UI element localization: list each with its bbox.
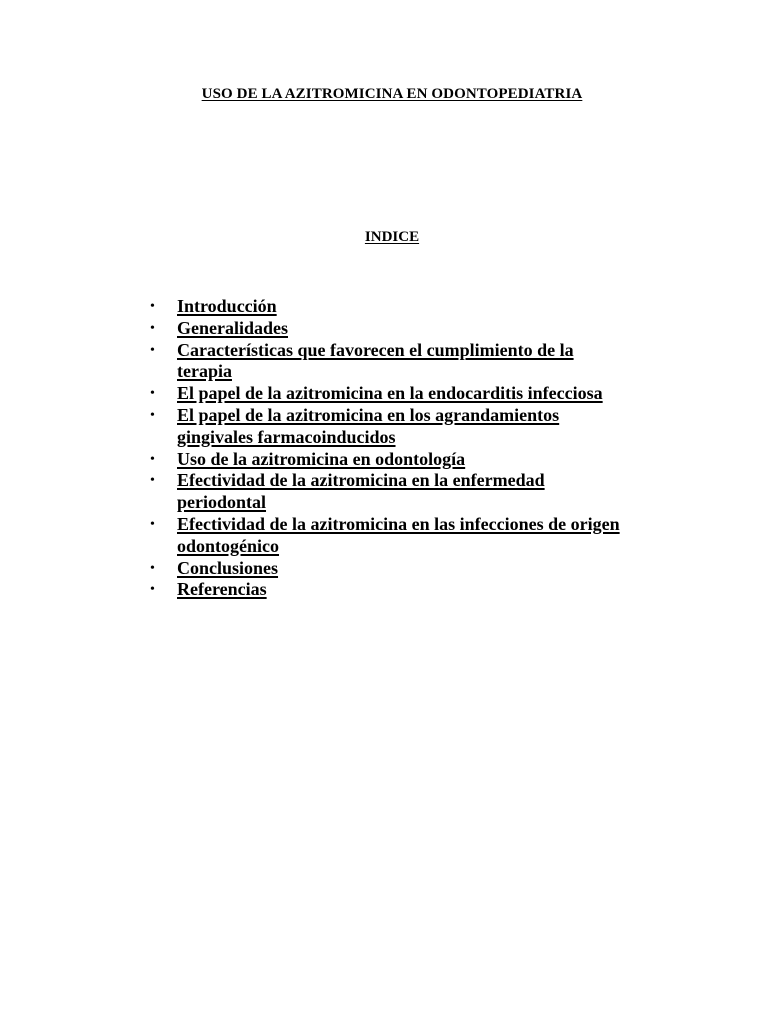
- toc-item-label[interactable]: Efectividad de la azitromicina en las infecciones de origen: [177, 513, 620, 534]
- bullet-icon: •: [150, 299, 155, 314]
- toc-item-label[interactable]: gingivales farmacoinducidos: [177, 426, 396, 447]
- toc-item-label[interactable]: terapia: [177, 361, 232, 382]
- toc-item[interactable]: [150, 383, 650, 405]
- bullet-icon: •: [150, 320, 155, 336]
- toc-item[interactable]: [150, 579, 650, 601]
- bullet-icon: •: [150, 386, 155, 402]
- bullet-icon: •: [150, 582, 155, 598]
- toc-item[interactable]: [150, 405, 650, 449]
- toc-item-label[interactable]: El papel de la azitromicina en la endocarditis infecciosa: [177, 383, 603, 404]
- toc-item[interactable]: [150, 514, 650, 558]
- table-of-contents: [150, 296, 650, 601]
- toc-item-label[interactable]: El papel de la azitromicina en los agrandamientos: [177, 404, 560, 425]
- toc-item[interactable]: [150, 296, 650, 318]
- toc-item[interactable]: [150, 449, 650, 471]
- toc-item-label[interactable]: odontogénico: [177, 535, 280, 556]
- toc-item-label[interactable]: Efectividad de la azitromicina en la enfermedad: [177, 470, 545, 491]
- bullet-icon: •: [150, 560, 155, 576]
- toc-item[interactable]: [150, 340, 650, 384]
- toc-item-label[interactable]: Características que favorecen el cumplimiento de la: [177, 339, 574, 360]
- toc-item-label[interactable]: Introducción: [177, 296, 277, 316]
- bullet-icon: •: [150, 451, 155, 467]
- bullet-icon: •: [150, 516, 155, 532]
- toc-item[interactable]: [150, 558, 650, 580]
- toc-item-label[interactable]: Generalidades: [177, 317, 288, 338]
- toc-item-label[interactable]: Uso de la azitromicina en odontología: [177, 448, 466, 469]
- bullet-icon: •: [150, 407, 155, 423]
- toc-item-label[interactable]: periodontal: [177, 492, 267, 513]
- toc-item[interactable]: [150, 318, 650, 340]
- index-heading: INDICE: [364, 229, 420, 245]
- bullet-icon: •: [150, 342, 155, 358]
- toc-item[interactable]: [150, 470, 650, 514]
- document-title: USO DE LA AZITROMICINA EN ODONTOPEDIATRIA: [201, 86, 583, 102]
- toc-item-label[interactable]: Conclusiones: [177, 557, 279, 578]
- toc-item-label[interactable]: Referencias: [177, 579, 267, 600]
- bullet-icon: •: [150, 473, 155, 489]
